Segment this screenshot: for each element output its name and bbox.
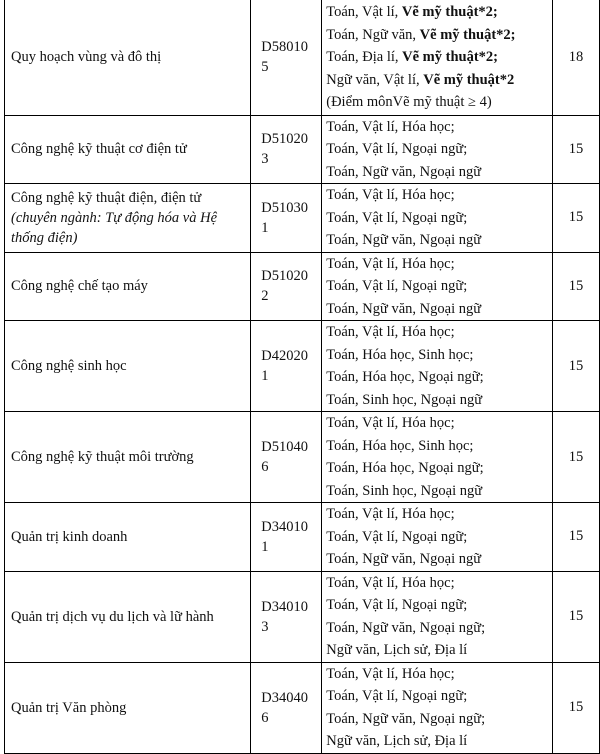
program-name: Quản trị dịch vụ du lịch và lữ hành	[11, 608, 214, 625]
subject-combination	[326, 663, 552, 686]
program-code-cell	[251, 571, 322, 662]
subject-text: Toán, Ngữ văn, Ngoại ngữ	[326, 300, 482, 317]
subject-text: Ngữ văn, Lịch sử, Địa lí	[326, 733, 468, 749]
subject-combination	[326, 207, 552, 230]
min-score-cell	[553, 571, 600, 662]
min-score-cell	[553, 0, 600, 115]
subject-text: Toán, Hóa học, Ngoại ngữ;	[326, 369, 484, 385]
subject-combination	[326, 253, 552, 276]
subject-combination	[326, 412, 552, 435]
subject-text: Toán, Vật lí, Ngoại ngữ;	[326, 688, 468, 704]
subject-combination	[326, 639, 552, 662]
program-code: D34040	[261, 689, 309, 706]
program-name: Công nghệ chế tạo máy	[11, 278, 148, 295]
subject-text: Toán, Hóa học, Sinh học;	[326, 346, 474, 363]
subject-combination	[326, 161, 552, 184]
program-code-cell	[251, 0, 322, 115]
table-body	[5, 0, 600, 753]
subject-combination	[326, 617, 552, 640]
subject-text: Toán, Vật lí, Hóa học;	[326, 574, 455, 591]
program-code: 3	[261, 618, 269, 635]
subject-text: Toán, Vật lí, Hóa học;	[326, 255, 455, 272]
subject-text: Toán, Ngữ văn, Ngoại ngữ	[326, 163, 482, 180]
program-name: Công nghệ kỹ thuật cơ điện tử	[11, 141, 187, 158]
min-score: 18	[568, 48, 584, 65]
program-name: Quản trị kinh doanh	[11, 528, 128, 545]
subject-combination	[326, 389, 552, 412]
subject-combination	[326, 229, 552, 252]
program-code-cell	[251, 184, 322, 253]
subject-combination	[326, 24, 552, 47]
subject-combination	[326, 275, 552, 298]
program-name-cell	[5, 662, 251, 753]
program-code: D34010	[261, 598, 309, 615]
subject-combinations-cell	[322, 115, 553, 184]
program-code-cell	[251, 503, 322, 572]
subject-text: Toán, Hóa học, Sinh học;	[326, 437, 474, 454]
subject-combination	[326, 184, 552, 207]
program-name-cell	[5, 503, 251, 572]
program-specialization: thống điện)	[11, 229, 78, 246]
subject-combination	[326, 526, 552, 549]
min-score: 15	[568, 277, 584, 294]
program-name-cell	[5, 321, 251, 412]
subject-combination	[326, 594, 552, 617]
program-code: 2	[261, 288, 269, 305]
min-score: 15	[568, 528, 584, 545]
program-code: 6	[261, 459, 269, 475]
subject-text: Toán, Ngữ văn, Ngoại ngữ	[326, 551, 482, 567]
subject-text: Toán, Vật lí, Hóa học;	[326, 665, 455, 682]
min-score: 15	[568, 608, 584, 624]
subject-text: Toán, Vật lí, Hóa học;	[326, 415, 455, 431]
program-code-cell	[251, 321, 322, 412]
min-score-cell	[553, 321, 600, 412]
weighted-subject: Vẽ mỹ thuật*2;	[419, 26, 516, 43]
program-code: D51020	[261, 131, 309, 148]
table-row	[5, 252, 600, 321]
program-name: Quy hoạch vùng và đô thị	[11, 49, 162, 66]
min-score-cell	[553, 252, 600, 321]
subject-combination	[326, 138, 552, 161]
subject-text: Ngữ văn, Lịch sử, Địa lí	[326, 642, 468, 658]
subject-text: Ngữ văn, Vật lí,	[326, 71, 424, 88]
program-code: 1	[261, 219, 269, 236]
program-code: D58010	[261, 39, 309, 56]
table-row	[5, 412, 600, 503]
min-score: 15	[568, 448, 584, 465]
weighted-subject: Vẽ mỹ thuật*2;	[401, 4, 498, 20]
subject-combinations-cell	[322, 252, 553, 321]
subject-combination	[326, 46, 552, 69]
subject-combinations-cell	[322, 0, 553, 115]
subject-combinations-cell	[322, 662, 553, 753]
subject-text: Toán, Vật lí, Ngoại ngữ;	[326, 278, 468, 294]
table-row	[5, 0, 600, 115]
program-code: 1	[261, 538, 269, 555]
min-score: 15	[568, 209, 584, 226]
subject-text: Toán, Ngữ văn, Ngoại ngữ;	[326, 619, 486, 636]
program-code: 1	[261, 368, 269, 384]
subject-combination	[326, 480, 552, 503]
min-score-cell	[553, 412, 600, 503]
subject-text: Toán, Ngữ văn, Ngoại ngữ	[326, 232, 482, 248]
program-code-cell	[251, 115, 322, 184]
subject-combination	[326, 572, 552, 595]
subject-combination	[326, 321, 552, 344]
subject-text: Toán, Vật lí, Hóa học;	[326, 118, 455, 135]
program-code-cell	[251, 412, 322, 503]
subject-text: Toán, Vật lí, Hóa học;	[326, 506, 455, 522]
subject-combination	[326, 116, 552, 139]
program-name: Công nghệ sinh học	[11, 358, 127, 374]
program-code: D51040	[261, 439, 309, 455]
subject-combination	[326, 548, 552, 571]
subject-text: Toán, Vật lí, Ngoại ngữ;	[326, 141, 468, 157]
subject-combination	[326, 366, 552, 389]
subject-text: Toán, Vật lí,	[326, 4, 402, 20]
subject-text: Toán, Vật lí, Ngoại ngữ;	[326, 528, 468, 545]
admission-table	[4, 0, 600, 754]
program-code: D42020	[261, 348, 309, 364]
program-name: Quản trị Văn phòng	[11, 699, 127, 716]
subject-text: Toán, Sinh học, Ngoại ngữ	[326, 482, 483, 499]
subject-combinations-cell	[322, 321, 553, 412]
table-row	[5, 571, 600, 662]
subject-combinations-cell	[322, 571, 553, 662]
weighted-subject: Vẽ mỹ thuật*2	[423, 71, 515, 88]
subject-combination	[326, 457, 552, 480]
subject-combination	[326, 708, 552, 731]
subject-combination	[326, 298, 552, 321]
subject-text: Toán, Ngữ văn,	[326, 26, 420, 43]
subject-combinations-cell	[322, 412, 553, 503]
min-score: 15	[568, 699, 584, 715]
program-code: 6	[261, 709, 269, 726]
table-row	[5, 115, 600, 184]
subject-combination	[326, 503, 552, 526]
table-row	[5, 503, 600, 572]
subject-text: Toán, Vật lí, Hóa học;	[326, 187, 455, 203]
program-code-cell	[251, 662, 322, 753]
subject-combination	[326, 344, 552, 367]
subject-text: Toán, Ngữ văn, Ngoại ngữ;	[326, 710, 486, 727]
min-score-cell	[553, 184, 600, 253]
subject-combination	[326, 1, 552, 24]
subject-combination	[326, 730, 552, 753]
subject-combinations-cell	[322, 503, 553, 572]
program-name-cell	[5, 184, 251, 253]
min-score-cell	[553, 115, 600, 184]
program-code: D51020	[261, 268, 309, 285]
subject-text: Toán, Vật lí, Ngoại ngữ;	[326, 597, 468, 613]
weighted-subject: Vẽ mỹ thuật*2;	[402, 49, 498, 65]
program-code-cell	[251, 252, 322, 321]
subject-text: Toán, Địa lí,	[326, 49, 403, 65]
program-name: Công nghệ kỹ thuật môi trường	[11, 449, 194, 465]
program-code: D34010	[261, 518, 309, 535]
subject-combination	[326, 435, 552, 458]
subject-combination	[326, 685, 552, 708]
min-score: 15	[568, 140, 584, 157]
min-score-cell	[553, 662, 600, 753]
min-score: 15	[568, 357, 584, 374]
program-name-cell	[5, 571, 251, 662]
min-score-cell	[553, 503, 600, 572]
program-specialization: (chuyên ngành: Tự động hóa và Hệ	[11, 209, 218, 226]
program-name-cell	[5, 0, 251, 115]
subject-combination	[326, 69, 552, 92]
table-row	[5, 184, 600, 253]
table-row	[5, 321, 600, 412]
subject-text: Toán, Vật lí, Hóa học;	[326, 324, 455, 340]
table-row	[5, 662, 600, 753]
program-code: 5	[261, 59, 269, 76]
program-name-cell	[5, 412, 251, 503]
subject-combination	[326, 91, 552, 114]
subject-combinations-cell	[322, 184, 553, 253]
subject-text: Toán, Hóa học, Ngoại ngữ;	[326, 460, 484, 476]
program-code: D51030	[261, 199, 309, 216]
subject-text: Toán, Sinh học, Ngoại ngữ	[326, 391, 483, 408]
subject-text: (Điểm mônVẽ mỹ thuật ≥ 4)	[326, 94, 492, 110]
program-name-cell	[5, 252, 251, 321]
program-name: Công nghệ kỹ thuật điện, điện tử	[11, 189, 202, 206]
subject-text: Toán, Vật lí, Ngoại ngữ;	[326, 209, 468, 226]
program-code: 3	[261, 151, 269, 168]
program-name-cell	[5, 115, 251, 184]
